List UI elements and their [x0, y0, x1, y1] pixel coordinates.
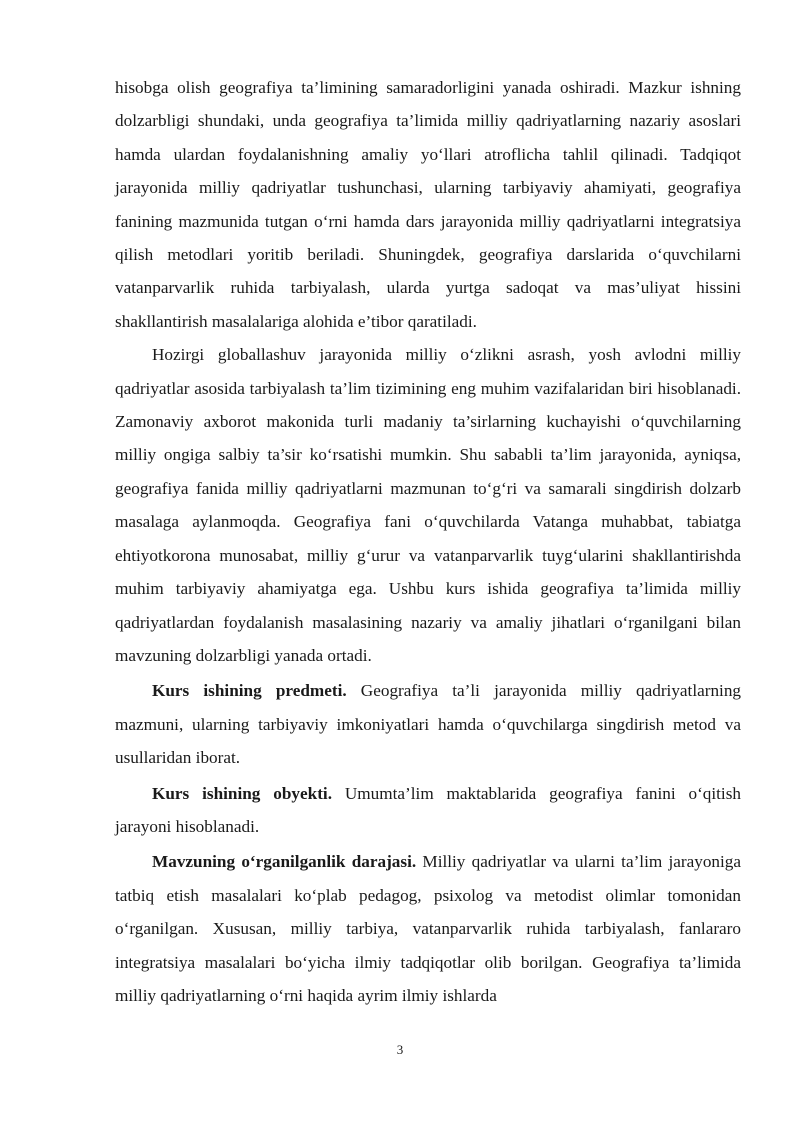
document-body [115, 71, 741, 1012]
paragraph-study-level [115, 845, 741, 1012]
paragraph-subject [115, 674, 741, 774]
paragraph-heading: Kurs ishining predmeti. [152, 681, 347, 701]
paragraph-text: hisobga olish geografiya ta’limining samaradorligini yanada oshiradi. Mazkur ishning dolzarbligi shundaki, unda geografiya ta’limida milliy qadriyatlarning nazariy asoslari hamda ulardan foydalanishning amaliy yo‘llari atroflicha tahlil qilinadi. Tadqiqot jarayonida milliy qadriyatlar tushunchasi, ularning tarbiyaviy ahamiyati, geografiya fanining mazmunida tutgan o‘rni hamda dars jarayonida milliy qadriyatlarni integratsiya qilish metodlari yoritib beriladi. Shuningdek, geografiya darslarida o‘quvchilarni vatanparvarlik ruhida tarbiyalash, ularda yurtga sadoqat va mas’uliyat hissini shakllantirish masalalariga alohida e’tibor qaratiladi. [115, 78, 741, 331]
paragraph-heading: Mavzuning o‘rganilganlik darajasi. [152, 852, 417, 872]
paragraph-object [115, 777, 741, 844]
paragraph-text: Umumta’lim maktablarida geografiya fanini o‘qitish jarayoni hisoblanadi. [115, 783, 741, 836]
paragraph-continuation [115, 71, 741, 338]
paragraph-text: Geografiya ta’li jarayonida milliy qadriyatlarning mazmuni, ularning tarbiyaviy imkoniyatlari hamda o‘quvchilarga singdirish metod va usullaridan iborat. [115, 681, 742, 768]
paragraph-text: Hozirgi globallashuv jarayonida milliy o‘zlikni asrash, yosh avlodni milliy qadriyatlar asosida tarbiyalash ta’lim tizimining eng muhim vazifalaridan biri hisoblanadi. Zamonaviy axborot makonida turli madaniy ta’sirlarning kuchayishi o‘quvchilarning milliy ongiga salbiy ta’sir ko‘rsatishi mumkin. Shu sababli ta’lim jarayonida, ayniqsa, geografiya fanida milliy qadriyatlarni mazmunan to‘g‘ri va samarali singdirish dolzarb masalaga aylanmoqda. Geografiya fani o‘quvchilarda Vatanga muhabbat, tabiatga ehtiyotkorona munosabat, milliy g‘urur va vatanparvarlik tuyg‘ularini shakllantirishda muhim tarbiyaviy ahamiyatga ega. Ushbu kurs ishida geografiya ta’limida milliy qadriyatlardan foydalanish masalasining nazariy va amaliy jihatlari o‘rganilgani bilan mavzuning dolzarbligi yanada ortadi. [115, 345, 741, 665]
paragraph-heading: Kurs ishining obyekti. [152, 783, 333, 803]
paragraph-relevance [115, 338, 741, 672]
paragraph-text: Milliy qadriyatlar va ularni ta’lim jarayoniga tatbiq etish masalalari ko‘plab pedagog, psixolog va metodist olimlar tomonidan o‘rganilgan. Xususan, milliy tarbiya, vatanparvarlik ruhida tarbiyalash, fanlararo integratsiya masalalari bo‘yicha ilmiy tadqiqotlar olib borilgan. Geografiya ta’limida milliy qadriyatlarning o‘rni haqida ayrim ilmiy ishlarda [115, 852, 742, 1005]
page-number: 3 [396, 1042, 404, 1057]
